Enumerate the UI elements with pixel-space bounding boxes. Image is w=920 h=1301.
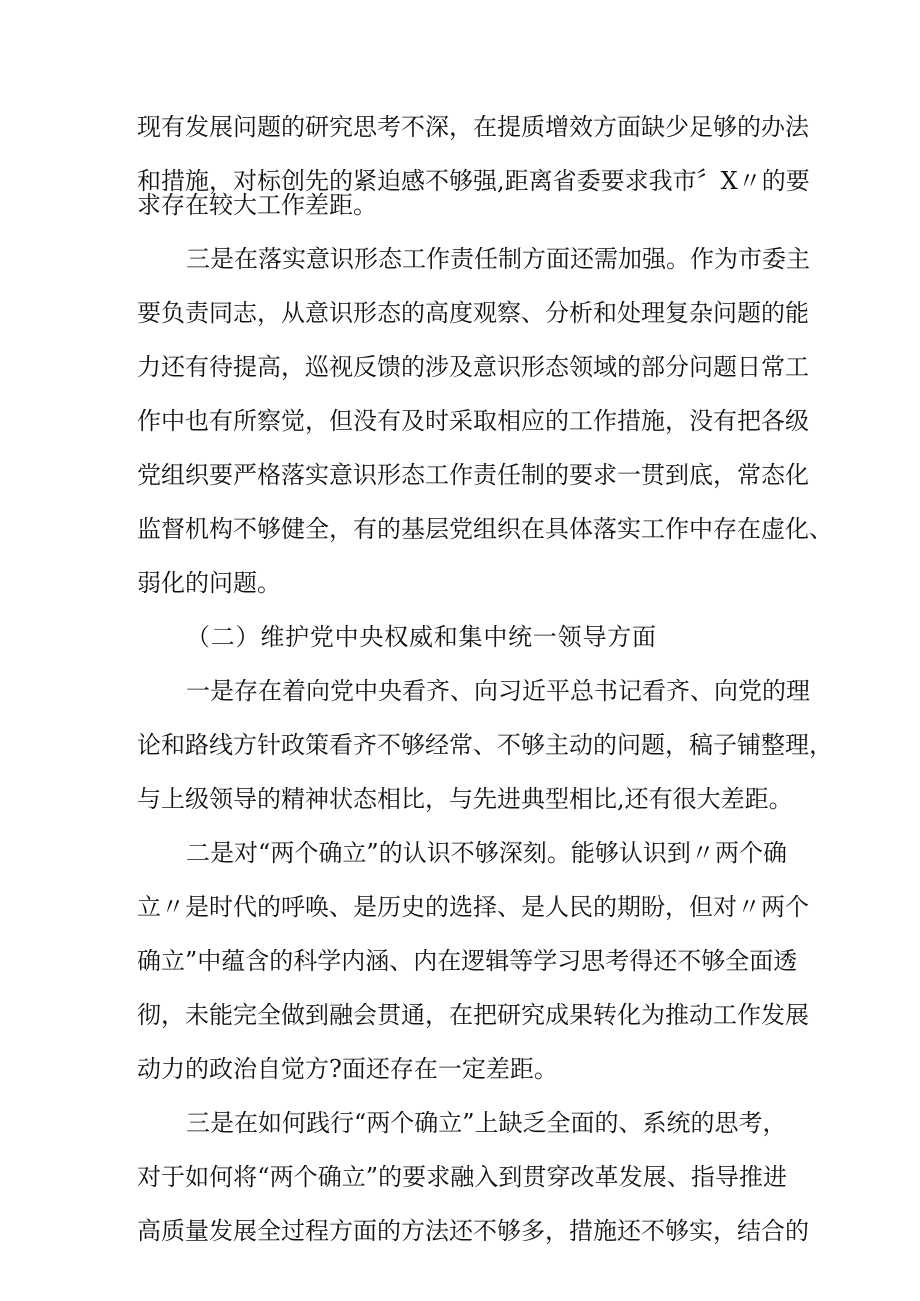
paragraph-first-line: 一是存在着向党中央看齐、向习近平总书记看齐、向党的理 (186, 677, 810, 705)
body-text-line: 和措施，对标创先的紧迫感不够强,距离省委要求我市〞X〃的要 (137, 167, 810, 195)
body-text-line: 监督机构不够健全，有的基层党组织在具体落实工作中存在虚化、 (137, 515, 833, 543)
body-text-line: 要负责同志，从意识形态的高度观察、分析和处理复杂问题的能 (137, 299, 809, 327)
body-text-line: 力还有待提高，巡视反馈的涉及意识形态领域的部分问题日常工 (137, 353, 809, 381)
body-text-line: 作中也有所察觉，但没有及时采取相应的工作措施，没有把各级 (137, 407, 809, 435)
body-text-line: 与上级领导的精神状态相比，与先进典型相比,还有很大差距。 (137, 785, 793, 813)
body-text-line: 弱化的问题。 (137, 569, 281, 597)
body-text-line: 现有发展问题的研究思考不深，在提质增效方面缺少足够的办法 (137, 113, 809, 141)
section-heading: （二）维护党中央权威和集中统一领导方面 (186, 623, 656, 651)
paragraph-first-line: 三是在如何践行“两个确立”上缺乏全面的、系统的思考， (186, 1109, 787, 1137)
body-text-line: 党组织要严格落实意识形态工作责任制的要求一贯到底，常态化 (137, 461, 809, 489)
paragraph-first-line: 二是对“两个确立”的认识不够深刻。能够认识到〃两个确 (186, 839, 787, 867)
body-text-line: 动力的政治自觉方?面还存在一定差距。 (137, 1055, 558, 1083)
body-text-line: 高质量发展全过程方面的方法还不够多，措施还不够实，结合的 (137, 1217, 809, 1245)
body-text-line: 求存在较大工作差距。 (137, 191, 377, 219)
body-text-line: 确立”中蕴含的科学内涵、内在逻辑等学习思考得还不够全面透 (137, 947, 798, 975)
body-text-line: 对于如何将“两个确立”的要求融入到贯穿改革发展、指导推进 (137, 1163, 787, 1191)
paragraph-first-line: 三是在落实意识形态工作责任制方面还需加强。作为市委主 (186, 245, 810, 273)
body-text-line: 论和路线方针政策看齐不够经常、不够主动的问题，稿子铺整理， (137, 731, 833, 759)
body-text-line: 彻，未能完全做到融会贯通，在把研究成果转化为推动工作发展 (137, 1001, 809, 1029)
body-text-line: 立〃是时代的呼唤、是历史的选择、是人民的期盼，但对〃两个 (137, 893, 809, 921)
